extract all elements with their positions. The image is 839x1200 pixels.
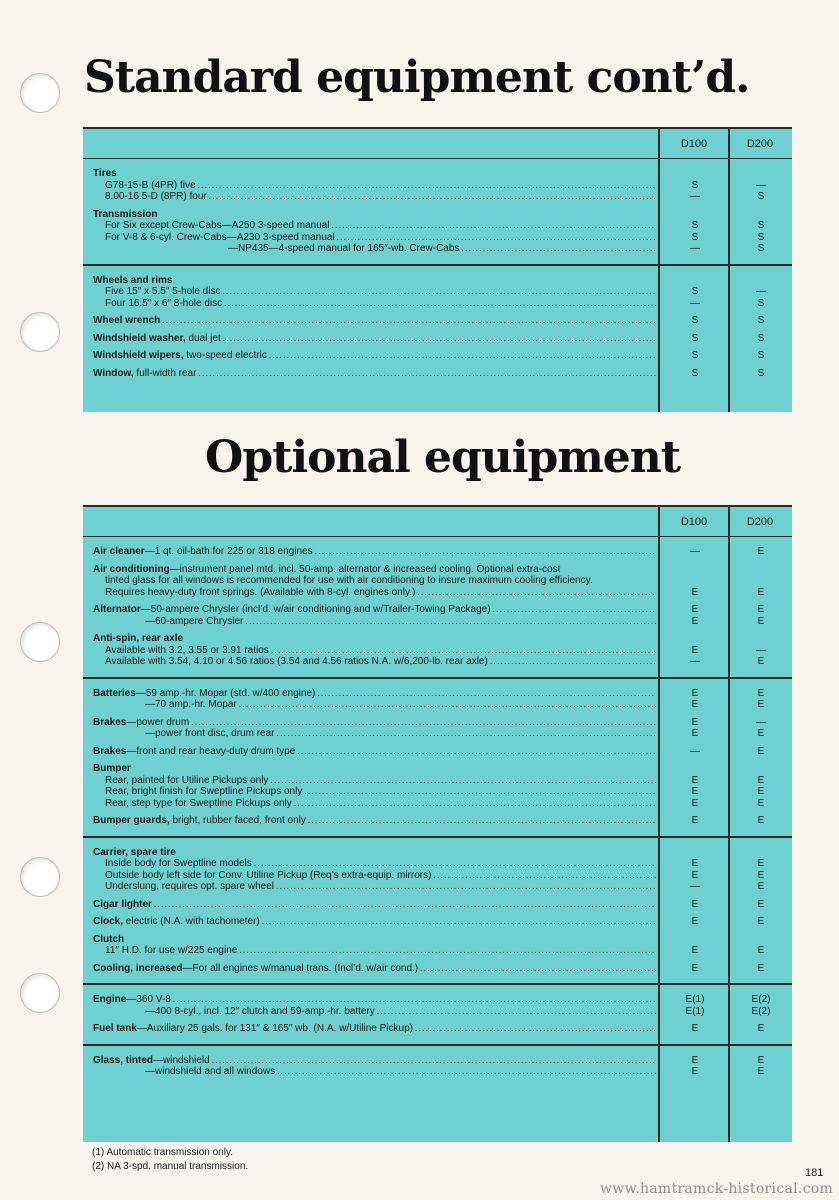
value-d100: E [691,797,699,809]
row-group [83,983,792,1044]
value-d200: — [756,179,766,191]
row-label: Outside body left side for Conv. Utiline Pickup (Req’s extra-equip. mirrors) . . . [93,870,656,882]
row-label: Wheels and rims [93,274,173,286]
row-label: —NP435—4-speed manual for 165″-wb. Crew-Cabs . . . [93,243,656,255]
value-d200: S [757,332,765,344]
value-d200: S [757,191,765,202]
row-label: Air cleaner—1 qt. oil-bath for 225 or 318 engines . . . [93,546,656,558]
row-label: —60-ampere Chrysler . . . [93,616,656,628]
value-d200: S [757,350,765,361]
column-header-d200: D200 [746,138,774,150]
column-header-d200: D200 [746,516,774,528]
table-row [83,1023,792,1035]
table-row [83,168,792,180]
value-d200: S [757,297,765,309]
table-row [83,881,792,893]
standard-equipment-title: Standard equipment cont’d. [84,52,750,103]
value-d200: E [757,916,765,927]
watermark: www.hamtramck-historical.com [600,1181,834,1197]
value-d200: S [757,220,765,231]
table-row [83,717,792,729]
table-row [83,645,792,657]
column-header-d100: D100 [680,138,708,150]
value-d100: E [691,615,699,627]
row-label: Brakes—power drum . . . [93,717,656,729]
value-d100: — [690,656,700,667]
value-d100: E [691,898,699,910]
value-d200: E [757,869,765,881]
value-d200: — [756,286,766,297]
value-d200: S [757,243,765,254]
table-row [83,616,792,628]
row-label: Rear, bright finish for Sweptline Pickups only . . . [93,786,656,798]
row-label: Brakes—front and rear heavy-duty drum type . . . [93,746,656,758]
row-group [83,677,792,836]
value-d200: S [757,315,765,326]
table-row [83,870,792,882]
table-row [83,763,792,775]
footnotes [92,1146,248,1174]
value-d100: E [691,945,699,956]
row-label: Inside body for Sweptline models . . . [93,858,656,870]
value-d200: E [757,745,765,757]
value-d100: — [690,546,700,557]
table-row [83,315,792,327]
table-row [83,546,792,558]
table-header [83,129,792,159]
value-d200: E [757,687,765,699]
table-row [83,1066,792,1078]
row-label: Underslung, requires opt. spare wheel . . . [93,881,656,893]
standard-equipment-table [83,127,792,412]
value-d200: S [757,367,765,379]
value-d100: E [691,962,699,974]
optional-equipment-table [83,505,792,1142]
row-label: Bumper guards, bright, rubber faced, front only . . . [93,815,656,827]
table-row [83,604,792,616]
table-row [83,847,792,859]
table-row [83,994,792,1006]
table-row [83,368,792,380]
row-label: Cigar lighter . . . [93,899,656,911]
table-row [83,286,792,298]
value-d200: E(2) [751,994,771,1005]
table-row [83,575,792,587]
table-row [83,220,792,232]
binder-hole [20,312,60,352]
value-d100: E(1) [685,1005,705,1017]
row-label: Tires [93,168,117,179]
value-d200: E [757,728,765,739]
row-label: —400 8-cyl., incl. 12″ clutch and 59-amp.-hr. battery . . . [93,1006,656,1018]
table-row [83,916,792,928]
row-label: Glass, tinted—windshield . . . [93,1055,656,1067]
optional-equipment-title: Optional equipment [205,432,681,483]
row-label: Alternator—50-ampere Chrysler (incl’d. w/air conditioning and w/Trailer-Towing Package) . . . [93,604,656,616]
value-d200: E [757,656,765,667]
table-row [83,243,792,255]
value-d100: S [691,367,699,379]
row-label: 8.00-16.5-D (8PR) four . . . [93,191,656,203]
table-row [83,798,792,810]
row-label: Engine—360 V-8 . . . [93,994,656,1006]
value-d100: S [691,179,699,191]
value-d200: S [757,231,765,243]
value-d100: E [691,728,699,739]
binder-hole [20,73,60,113]
value-d100: — [690,243,700,254]
row-label: —70 amp.-hr. Mopar . . . [93,699,656,711]
page-number: 181 [805,1167,824,1179]
standard-table-body [83,159,792,388]
row-label: Transmission [93,208,158,220]
value-d200: E [757,1023,765,1034]
value-d100: E [691,858,699,869]
row-label: Rear, step type for Sweptline Pickups only . . . [93,798,656,810]
table-row [83,564,792,576]
footnote: (2) NA 3-spd. manual transmission. [92,1161,249,1172]
row-label: —power front disc, drum rear . . . [93,728,656,740]
binder-hole [20,622,60,662]
row-group [83,264,792,389]
value-d100: S [691,332,699,344]
row-label: G78-15-B (4PR) five . . . [93,180,656,192]
value-d100: — [690,745,700,757]
row-label: For V-8 & 6-cyl. Crew-Cabs—A230 3-speed manual . . . [93,232,656,244]
value-d200: E [757,815,765,826]
row-label: tinted glass for all windows is recommended for use with air conditioning to insure maximum cooling efficiency. [105,575,593,586]
value-d100: S [691,350,699,361]
row-label: 11″ H.D. for use w/225 engine . . . [93,945,656,957]
value-d100: E [691,786,699,797]
value-d100: E [691,916,699,927]
row-label: Requires heavy-duty front springs. (Available with 8-cyl. engines only.) . . . [93,587,656,599]
row-label: Cooling, increased—For all engines w/manual trans. (Incl’d. w/air cond.) . . . [93,963,656,975]
table-row [83,775,792,787]
value-d100: E [691,869,699,881]
binder-hole [20,857,60,897]
table-row [83,858,792,870]
table-row [83,934,792,946]
row-label: Carrier, spare tire [93,846,176,858]
table-row [83,191,792,203]
table-row [83,1055,792,1067]
row-label: Available with 3.2, 3.55 or 3.91 ratios . . . [93,645,656,657]
row-label: Five 15″ x 5.5″ 5-hole disc . . . [93,286,656,298]
value-d100: S [691,315,699,326]
value-d200: E [757,1054,765,1066]
value-d200: E [757,786,765,797]
value-d100: — [690,297,700,309]
row-group [83,1044,792,1087]
value-d200: E [757,774,765,786]
table-row [83,963,792,975]
row-label: Clock, electric (N.A. with tachometer) . . . [93,916,656,928]
row-label: Batteries—59 amp.-hr. Mopar (std. w/400 engine) . . . [93,688,656,700]
row-label: Available with 3.54, 4.10 or 4.56 ratios (3.54 and 4.56 ratios N.A. w/6,200-lb. rear axle) . . . [93,656,656,668]
row-label: Windshield washer, dual jet . . . [93,333,656,345]
table-row [83,699,792,711]
table-row [83,209,792,221]
value-d200: E [757,881,765,892]
value-d100: S [691,220,699,231]
table-row [83,945,792,957]
row-group [83,836,792,984]
row-label: Clutch [93,933,125,945]
row-label: Four 16.5″ x 6″ 8-hole disc . . . [93,298,656,310]
value-d100: E [691,586,699,598]
value-d200: — [756,644,766,656]
table-row [83,815,792,827]
value-d100: E [691,815,699,826]
table-row [83,746,792,758]
value-d100: E [691,604,699,615]
row-label: Air conditioning—instrument panel mtd. incl. 50-amp. alternator & increased cooling. Optional extra-cost [93,563,561,575]
value-d100: S [691,231,699,243]
value-d100: — [690,881,700,892]
row-label: Rear, painted for Utiline Pickups only . . . [93,775,656,787]
row-group [83,537,792,677]
table-row [83,275,792,287]
table-row [83,350,792,362]
value-d200: E(2) [751,1005,771,1017]
value-d100: E [691,716,699,728]
table-row [83,688,792,700]
value-d200: E [757,615,765,627]
value-d200: E [757,945,765,956]
row-label: Windshield wipers, two-speed electric . . . [93,350,656,362]
table-header [83,507,792,537]
value-d100: E [691,1023,699,1034]
value-d200: E [757,604,765,615]
row-label: Wheel wrench . . . [93,315,656,327]
value-d200: E [757,797,765,809]
value-d100: E [691,687,699,699]
value-d100: E [691,774,699,786]
value-d100: E [691,1066,699,1077]
footnote: (1) Automatic transmission only. [92,1147,233,1158]
table-row [83,232,792,244]
table-row [83,1006,792,1018]
table-row [83,728,792,740]
value-d200: E [757,898,765,910]
value-d200: — [756,716,766,728]
binder-hole [20,973,60,1013]
value-d100: E [691,1054,699,1066]
table-row [83,786,792,798]
value-d200: E [757,962,765,974]
row-label: Anti-spin, rear axle [93,633,184,644]
table-row [83,587,792,599]
row-label: Window, full-width rear . . . [93,368,656,380]
row-group [83,159,792,264]
value-d200: E [757,546,765,557]
table-row [83,899,792,911]
row-label: For Six except Crew-Cabs—A250 3-speed manual . . . [93,220,656,232]
value-d100: — [690,191,700,202]
table-row [83,298,792,310]
table-row [83,633,792,645]
column-header-d100: D100 [680,516,708,528]
value-d200: E [757,586,765,598]
optional-table-body [83,537,792,1087]
value-d100: E [691,699,699,710]
value-d200: E [757,1066,765,1077]
table-row [83,180,792,192]
value-d100: S [691,286,699,297]
row-label: —windshield and all windows . . . [93,1066,656,1078]
value-d200: E [757,699,765,710]
value-d100: E [691,644,699,656]
table-row [83,656,792,668]
table-row [83,333,792,345]
value-d200: E [757,858,765,869]
row-label: Fuel tank—Auxiliary 25 gals. for 131″ & 165″ wb. (N.A. w/Utiline Pickup) . . . [93,1023,656,1035]
value-d100: E(1) [685,994,705,1005]
row-label: Bumper [93,763,131,774]
